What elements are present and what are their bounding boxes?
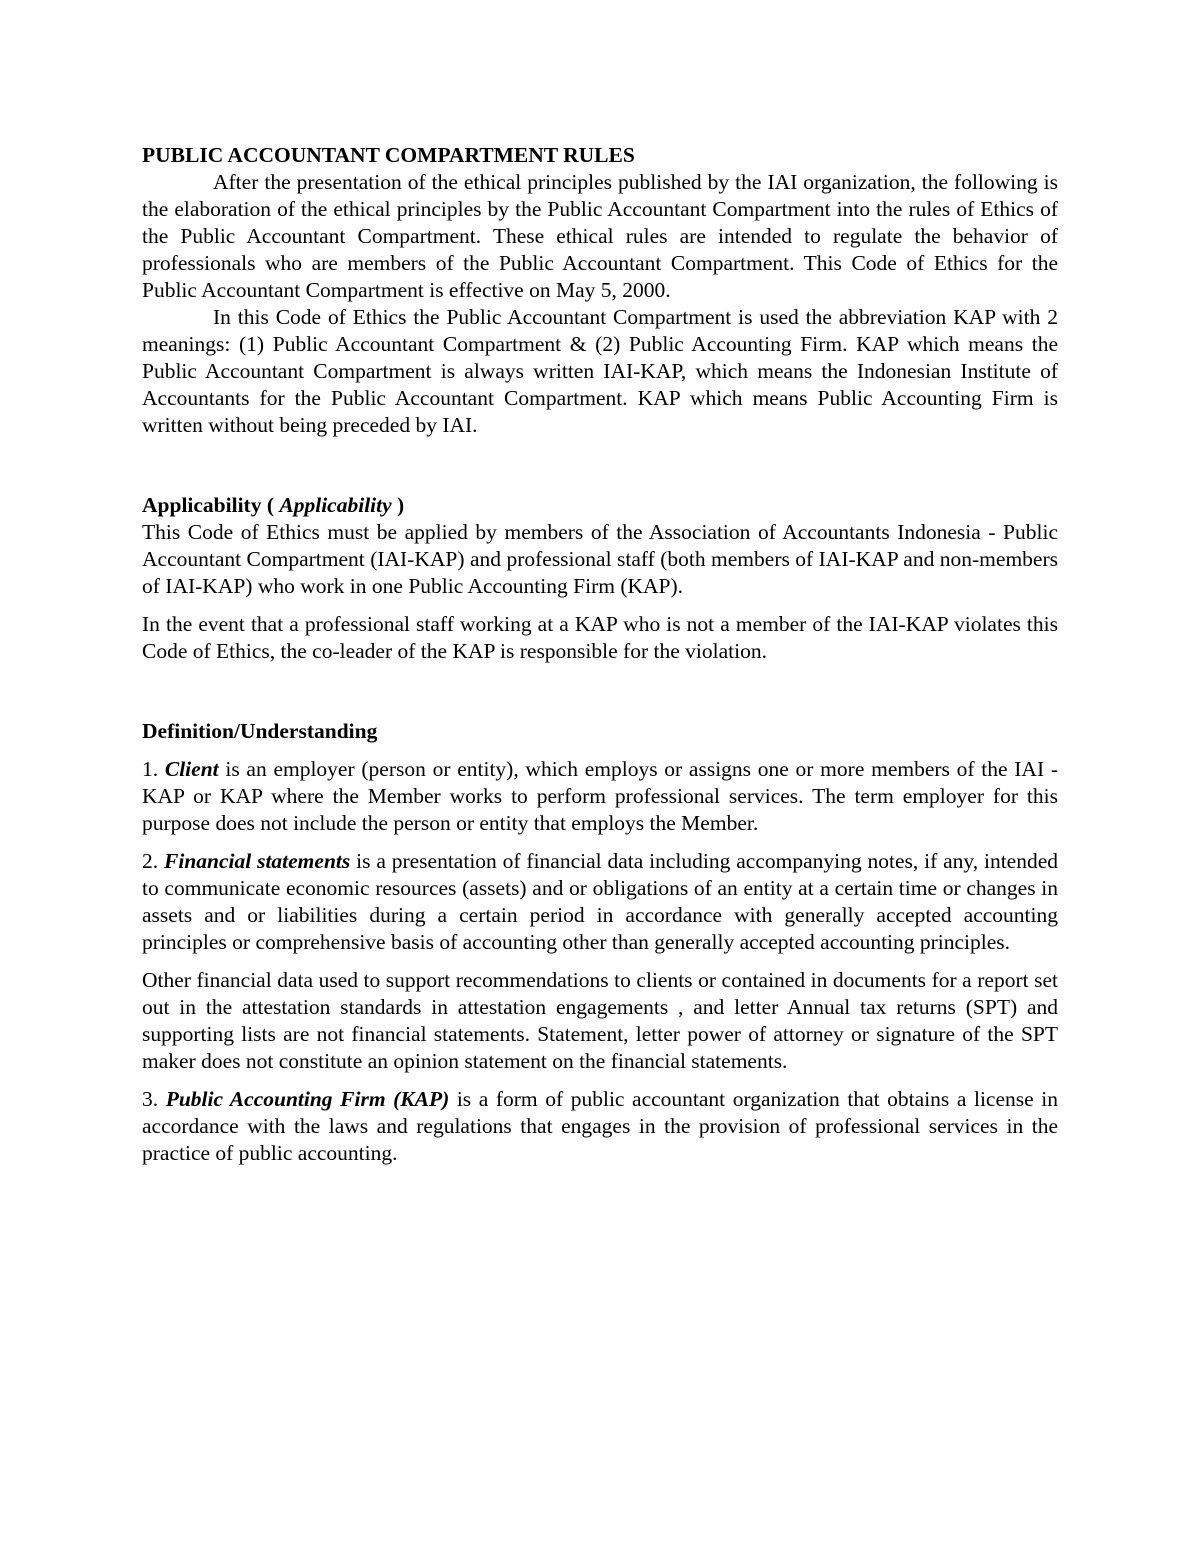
spacer [142,745,1058,756]
definition-item-financial-statements [142,848,1058,956]
applicability-heading-prefix: Applicability ( [142,493,280,517]
intro-paragraph-2: In this Code of Ethics the Public Accountant Compartment is used the abbreviation KAP with 2 meanings: (1) Public Accountant Compartment & (2) Public Accounting Firm. KAP which means the Public Accountant Compartment is always written IAI-KAP, which means the Indonesian Institute of Accountants for the Public Accountant Compartment. KAP which means Public Accounting Firm is written without being preceded by IAI. [142,305,1058,437]
definition-term: Financial statements [164,849,351,873]
definition-term: Public Accounting Firm (KAP) [165,1087,450,1111]
definition-number: 1. [142,757,165,781]
document-page [142,142,1058,1167]
applicability-paragraph-1: This Code of Ethics must be applied by members of the Association of Accountants Indonesia - Public Accountant Compartment (IAI-KAP) and professional staff (both members of IAI-KAP and non-members of IAI-KAP) who work in one Public Accounting Firm (KAP). [142,520,1058,598]
definition-note-other-financial-data: Other financial data used to support recommendations to clients or contained in documents for a report set out in the attestation standards in attestation engagements , and letter Annual tax returns (SPT) and supporting lists are not financial statements. Statement, letter power of attorney or signature of the SPT maker does not constitute an opinion statement on the financial statements. [142,968,1058,1073]
spacer [142,1075,1058,1086]
definition-item-public-accounting-firm [142,1086,1058,1167]
spacer [142,600,1058,611]
spacer [142,665,1058,718]
definition-text: is an employer (person or entity), which employs or assigns one or more members of the IAI - KAP or KAP where the Member works to perform professional services. The term employer for this purpose does not include the person or entity that employs the Member. [142,757,1058,835]
applicability-heading [142,492,1058,519]
applicability-heading-italic: Applicability [279,493,392,517]
applicability-paragraph-2: In the event that a professional staff working at a KAP who is not a member of the IAI-KAP violates this Code of Ethics, the co-leader of the KAP is responsible for the violation. [142,612,1058,663]
definition-number: 3. [142,1087,166,1111]
definition-number: 2. [142,849,164,873]
definition-item-client [142,756,1058,837]
spacer [142,439,1058,492]
spacer [142,956,1058,967]
spacer [142,837,1058,848]
intro-paragraph-1: After the presentation of the ethical principles published by the IAI organization, the following is the elaboration of the ethical principles by the Public Accountant Compartment into the rules of Ethics of the Public Accountant Compartment. These ethical rules are intended to regulate the behavior of professionals who are members of the Public Accountant Compartment. This Code of Ethics for the Public Accountant Compartment is effective on May 5, 2000. [142,170,1058,302]
definition-text: is a form of public accountant organization that obtains a license in accordance with the laws and regulations that engages in the provision of professional services in the practice of public accounting. [142,1087,1058,1165]
applicability-heading-suffix: ) [391,493,405,517]
definition-term: Client [164,757,219,781]
document-title: PUBLIC ACCOUNTANT COMPARTMENT RULES [142,143,635,167]
definitions-heading: Definition/Understanding [142,719,378,743]
definition-text: is a presentation of financial data including accompanying notes, if any, intended to communicate economic resources (assets) and or obligations of an entity at a certain time or changes in assets and or liabilities during a certain period in accordance with generally accepted accounting principles or comprehensive basis of accounting other than generally accepted accounting principles. [142,849,1058,954]
